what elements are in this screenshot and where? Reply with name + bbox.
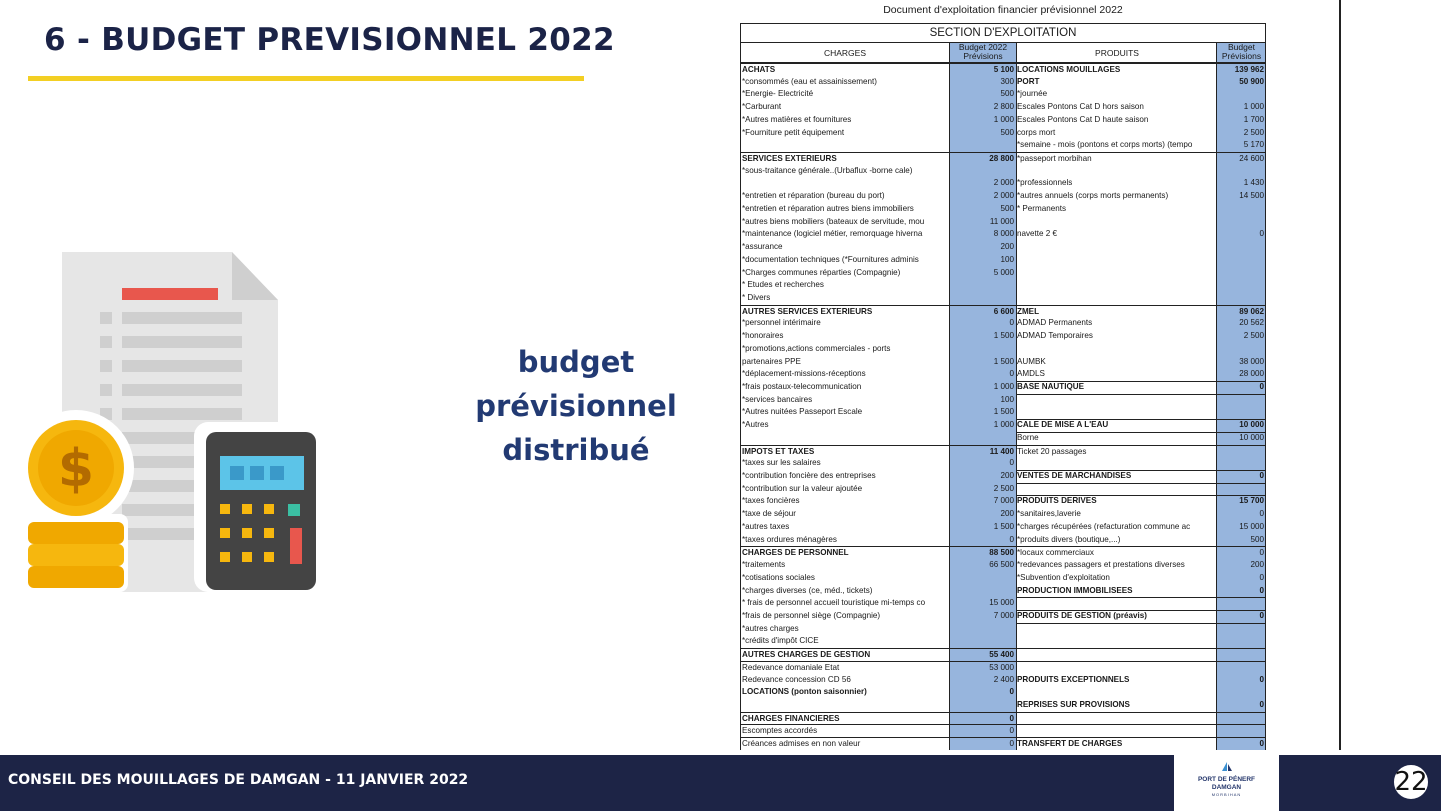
page-title: 6 - BUDGET PREVISIONNEL 2022: [44, 22, 615, 58]
caption-line: budget: [517, 345, 635, 379]
produit-label: *redevances passagers et prestations diverses: [1017, 560, 1185, 570]
logo-text: PORT DE PÉNERF: [1197, 776, 1256, 783]
table-row: [740, 127, 1266, 140]
svg-text:$: $: [57, 439, 95, 499]
produit-label: Escales Pontons Cat D haute saison: [1017, 114, 1149, 124]
charge-label: SERVICES EXTERIEURS: [742, 154, 837, 164]
table-row: [740, 483, 1266, 496]
table-row: [740, 737, 1266, 750]
charge-amount: 6 600: [993, 306, 1014, 316]
table-row: [740, 674, 1266, 687]
produit-amount: 14 500: [1239, 191, 1264, 201]
table-row: [740, 368, 1266, 381]
charge-label: Redevance domaniale Etat: [742, 662, 840, 672]
produit-amount: 1 700: [1243, 114, 1264, 124]
table-row: [740, 521, 1266, 534]
charge-amount: 0: [1009, 739, 1014, 749]
table-row: [740, 457, 1266, 470]
charge-amount: 5 100: [993, 65, 1014, 74]
produit-label: PRODUITS EXCEPTIONNELS: [1017, 674, 1130, 684]
charge-amount: 0: [1009, 713, 1014, 723]
table-row: [740, 597, 1266, 610]
table-row: [740, 63, 1266, 76]
charge-label: *cotisations sociales: [742, 572, 815, 582]
table-row: [740, 267, 1266, 280]
charge-amount: 0: [1009, 369, 1014, 379]
header-budget-line: Budget 2022: [958, 42, 1008, 52]
charge-label: *Autres: [742, 420, 769, 430]
charge-amount: 200: [1000, 509, 1014, 519]
charge-amount: 1 000: [993, 420, 1014, 430]
produit-amount: 0: [1259, 700, 1264, 709]
table-row: [740, 254, 1266, 267]
produit-amount: 500: [1250, 534, 1264, 544]
produit-amount: 0: [1259, 229, 1264, 239]
table-row: [740, 279, 1266, 292]
charge-amount: 15 000: [989, 598, 1014, 608]
produit-label: *locaux commerciaux: [1017, 548, 1094, 558]
dollar-coin-icon: [22, 410, 134, 592]
table-row: [740, 432, 1266, 445]
produit-label: PRODUITS DE GESTION (préavis): [1017, 610, 1147, 620]
table-row: [740, 623, 1266, 636]
charge-amount: 200: [1000, 471, 1014, 481]
charge-label: Redevance concession CD 56: [742, 674, 851, 684]
table-row: [740, 572, 1266, 585]
produit-label: *sanitaires,laverie: [1017, 509, 1081, 519]
produit-label: *charges récupérées (refacturation commune ac: [1017, 521, 1191, 531]
header-budget-produits: [1217, 43, 1266, 61]
charge-amount: 1 500: [993, 331, 1014, 341]
produit-amount: 0: [1259, 739, 1264, 749]
table-row: [740, 610, 1266, 623]
table-row: [740, 724, 1266, 737]
charge-label: * frais de personnel accueil touristique mi-temps co: [742, 598, 926, 608]
charge-amount: 500: [1000, 89, 1014, 99]
charge-label: *personnel intérimaire: [742, 318, 821, 328]
produit-label: *Subvention d'exploitation: [1017, 572, 1110, 582]
table-row: [740, 203, 1266, 216]
produit-label: REPRISES SUR PROVISIONS: [1017, 700, 1130, 709]
charge-amount: 88 500: [989, 548, 1014, 558]
produit-amount: 0: [1259, 382, 1264, 391]
caption: [462, 340, 690, 472]
produit-label: corps mort: [1017, 127, 1056, 137]
produit-label: LOCATIONS MOUILLAGES: [1017, 65, 1121, 74]
charge-amount: 0: [1009, 318, 1014, 328]
charge-label: *entretien et réparation autres biens immobiliers: [742, 203, 914, 213]
charge-amount: 11 400: [989, 446, 1014, 456]
produit-label: TRANSFERT DE CHARGES: [1017, 739, 1123, 749]
charge-amount: 500: [1000, 127, 1014, 137]
table-row: [740, 559, 1266, 572]
table-row: [740, 88, 1266, 101]
produit-amount: 5 170: [1243, 140, 1264, 150]
table-row: [740, 241, 1266, 254]
section-title: SECTION D'EXPLOITATION: [740, 23, 1266, 42]
produit-label: *semaine - mois (pontons et corps morts) (tempo: [1017, 140, 1193, 150]
produit-amount: 10 000: [1239, 420, 1264, 430]
charge-label: *taxes sur les salaires: [742, 458, 821, 468]
charge-label: *charges diverses (ce, méd., tickets): [742, 585, 873, 595]
table-row: [740, 546, 1266, 559]
caption-line: distribué: [502, 433, 650, 467]
charge-label: *assurance: [742, 242, 783, 252]
produit-label: *passeport morbihan: [1017, 154, 1092, 164]
title-underline: [28, 76, 584, 81]
charge-amount: 2 000: [993, 178, 1014, 188]
table-row: [740, 534, 1266, 547]
produit-amount: 0: [1259, 548, 1264, 558]
footer-text: CONSEIL DES MOUILLAGES DE DAMGAN - 11 JANVIER 2022: [8, 772, 469, 788]
produit-label: *journée: [1017, 89, 1048, 99]
charge-amount: 1 500: [993, 407, 1014, 417]
produit-amount: 0: [1259, 610, 1264, 620]
charge-label: *promotions,actions commerciales - ports: [742, 343, 891, 353]
charge-label: LOCATIONS (ponton saisonnier): [742, 687, 867, 697]
charge-amount: 1 000: [993, 382, 1014, 391]
table-row: [740, 648, 1266, 661]
produit-amount: 1 000: [1243, 102, 1264, 112]
produit-amount: 0: [1259, 585, 1264, 595]
produit-label: ADMAD Temporaires: [1017, 331, 1093, 341]
sailboat-icon: [1221, 762, 1233, 774]
charge-label: *taxe de séjour: [742, 509, 796, 519]
charge-label: IMPOTS ET TAXES: [742, 446, 815, 456]
charge-label: *Carburant: [742, 102, 782, 112]
produit-amount: 0: [1259, 509, 1264, 519]
produit-amount: 15 000: [1239, 521, 1264, 531]
charge-label: *sous-traitance générale..(Urbaflux -borne cale): [742, 165, 913, 175]
charge-amount: 2 400: [993, 674, 1014, 684]
table-row: [740, 190, 1266, 203]
charge-amount: 2 500: [993, 483, 1014, 493]
produit-amount: 38 000: [1239, 356, 1264, 366]
charge-amount: 100: [1000, 254, 1014, 264]
header-budget-line: Prévisions: [963, 51, 1003, 61]
table-row: [740, 406, 1266, 419]
charge-label: * Etudes et recherches: [742, 280, 824, 290]
produit-label: BASE NAUTIQUE: [1017, 382, 1085, 391]
charge-amount: 7 000: [993, 610, 1014, 620]
header-charges: CHARGES: [823, 48, 867, 58]
table-row: [740, 305, 1266, 318]
produit-amount: 139 962: [1234, 65, 1264, 74]
charge-label: CHARGES FINANCIERES: [742, 713, 840, 723]
produit-amount: 15 700: [1239, 496, 1264, 506]
table-row: [740, 317, 1266, 330]
produit-label: Ticket 20 passages: [1017, 446, 1087, 456]
charge-label: *Autres matières et fournitures: [742, 114, 852, 124]
charge-label: *Fourniture petit équipement: [742, 127, 845, 137]
produit-label: *autres annuels (corps morts permanents): [1017, 191, 1169, 201]
produit-amount: 50 900: [1239, 76, 1264, 86]
charge-label: *contribution sur la valeur ajoutée: [742, 483, 863, 493]
produit-amount: 20 562: [1239, 318, 1264, 328]
charge-amount: 1 500: [993, 356, 1014, 366]
produit-label: AUMBK: [1017, 356, 1046, 366]
produit-label: *professionnels: [1017, 178, 1073, 188]
produit-amount: 0: [1259, 674, 1264, 684]
charge-amount: 53 000: [989, 662, 1014, 672]
table-row: [740, 508, 1266, 521]
charge-label: ACHATS: [742, 65, 776, 74]
charge-amount: 5 000: [993, 267, 1014, 277]
table-row: [740, 635, 1266, 648]
charge-label: *taxes foncières: [742, 496, 800, 506]
produit-label: *produits divers (boutique,...): [1017, 534, 1121, 544]
produit-label: CALE DE MISE A L'EAU: [1017, 420, 1109, 430]
budget-illustration: [22, 252, 322, 592]
charge-amount: 28 800: [989, 154, 1014, 164]
produit-amount: 2 500: [1243, 127, 1264, 137]
charge-amount: 2 000: [993, 191, 1014, 201]
charge-label: AUTRES SERVICES EXTERIEURS: [742, 306, 873, 316]
charge-amount: 300: [1000, 76, 1014, 86]
produit-amount: 200: [1250, 560, 1264, 570]
charge-label: *services bancaires: [742, 394, 813, 404]
logo-text: MORBIHAN: [1211, 792, 1242, 797]
caption-line: prévisionnel: [475, 389, 677, 423]
header-produits: PRODUITS: [1095, 48, 1139, 58]
table-row: [740, 139, 1266, 152]
table-row: [740, 419, 1266, 432]
table-row: [740, 394, 1266, 407]
charge-label: *crédits d'impôt CICE: [742, 636, 819, 646]
table-row: [740, 356, 1266, 369]
charge-label: *consommés (eau et assainissement): [742, 76, 877, 86]
charge-label: * Divers: [742, 292, 771, 302]
charge-amount: 500: [1000, 203, 1014, 213]
produit-amount: 0: [1259, 572, 1264, 582]
charge-label: *frais postaux-telecommunication: [742, 382, 862, 391]
produit-label: AMDLS: [1017, 369, 1045, 379]
table-row: [740, 292, 1266, 305]
table-row: [740, 343, 1266, 356]
charge-label: *Energie- Electricité: [742, 89, 814, 99]
vertical-divider: [1339, 0, 1341, 750]
produit-label: navette 2 €: [1017, 229, 1058, 239]
charge-label: *déplacement-missions-réceptions: [742, 369, 866, 379]
produit-label: * Permanents: [1017, 203, 1067, 213]
produit-amount: 24 600: [1239, 154, 1264, 164]
table-row: [740, 101, 1266, 114]
calculator-icon: [194, 422, 322, 592]
table-row: [740, 216, 1266, 229]
charge-label: *traitements: [742, 560, 786, 570]
table-row: [740, 712, 1266, 725]
charge-amount: 7 000: [993, 496, 1014, 506]
charge-label: *autres charges: [742, 623, 799, 633]
charge-label: CHARGES DE PERSONNEL: [742, 548, 849, 558]
header-budget-charges: [950, 43, 1016, 61]
produit-amount: 28 000: [1239, 369, 1264, 379]
charge-amount: 100: [1000, 394, 1014, 404]
charge-label: *honoraires: [742, 331, 784, 341]
charge-label: *autres taxes: [742, 521, 790, 531]
table-row: [740, 661, 1266, 674]
table-row: [740, 114, 1266, 127]
header-budget-line: Budget: [1228, 42, 1255, 52]
charge-amount: 2 800: [993, 102, 1014, 112]
table-row: [740, 470, 1266, 483]
logo-text: DAMGAN: [1211, 784, 1242, 791]
port-logo: [1174, 755, 1279, 811]
table-row: [740, 177, 1266, 190]
charge-label: *autres biens mobiliers (bateaux de servitude, mou: [742, 216, 925, 226]
table-row: [740, 228, 1266, 241]
charge-label: Créances admises en non valeur: [742, 739, 861, 749]
produit-label: Borne: [1017, 432, 1039, 442]
charge-label: Escomptes accordés: [742, 726, 818, 736]
produit-label: ZMEL: [1017, 306, 1040, 316]
produit-label: Escales Pontons Cat D hors saison: [1017, 102, 1144, 112]
table-row: [740, 330, 1266, 343]
charge-amount: 200: [1000, 242, 1014, 252]
produit-amount: 1 430: [1243, 178, 1264, 188]
table-row: [740, 585, 1266, 598]
table-row: [740, 165, 1266, 178]
charge-amount: 55 400: [989, 650, 1014, 660]
charge-amount: 66 500: [989, 560, 1014, 570]
charge-amount: 0: [1009, 726, 1014, 736]
table-row: [740, 76, 1266, 89]
charge-label: *frais de personnel siège (Compagnie): [742, 610, 881, 620]
table-row: [740, 699, 1266, 712]
charge-amount: 11 000: [989, 216, 1014, 226]
charge-amount: 1 000: [993, 114, 1014, 124]
produit-label: VENTES DE MARCHANDISES: [1017, 471, 1132, 481]
charge-amount: 0: [1009, 687, 1014, 697]
budget-document: [738, 0, 1268, 750]
table-row: [740, 381, 1266, 394]
produit-label: PRODUITS DERIVES: [1017, 496, 1097, 506]
charge-label: *contribution foncière des entreprises: [742, 471, 876, 481]
charge-amount: 8 000: [993, 229, 1014, 239]
table-header: [740, 42, 1266, 63]
produit-amount: 89 062: [1239, 306, 1264, 316]
produit-amount: 0: [1259, 471, 1264, 481]
charge-amount: 1 500: [993, 521, 1014, 531]
charge-label: *maintenance (logiciel métier, remorquage hiverna: [742, 229, 923, 239]
footer: [0, 755, 1441, 811]
document-heading: Document d'exploitation financier prévisionnel 2022: [883, 4, 1123, 16]
produit-label: PRODUCTION IMMOBILISEES: [1017, 585, 1133, 595]
charge-amount: 0: [1009, 534, 1014, 544]
produit-label: PORT: [1017, 76, 1040, 86]
charge-label: *documentation techniques (*Fournitures adminis: [742, 254, 919, 264]
charge-label: AUTRES CHARGES DE GESTION: [742, 650, 871, 660]
charge-amount: 0: [1009, 458, 1014, 468]
page-number: 22: [1392, 763, 1430, 801]
charge-label: *taxes ordures ménagères: [742, 534, 837, 544]
produit-amount: 2 500: [1243, 331, 1264, 341]
table-row: [740, 445, 1266, 458]
table-row: [740, 495, 1266, 508]
table-row: [740, 152, 1266, 165]
header-budget-line: Prévisions: [1221, 51, 1262, 61]
produit-label: ADMAD Permanents: [1017, 318, 1093, 328]
charge-label: *entretien et réparation (bureau du port): [742, 191, 885, 201]
table-row: [740, 686, 1266, 699]
charge-label: *Autres nuitées Passeport Escale: [742, 407, 863, 417]
charge-label: *Charges communes réparties (Compagnie): [742, 267, 901, 277]
charge-label: partenaires PPE: [742, 356, 801, 366]
produit-amount: 10 000: [1239, 432, 1264, 442]
